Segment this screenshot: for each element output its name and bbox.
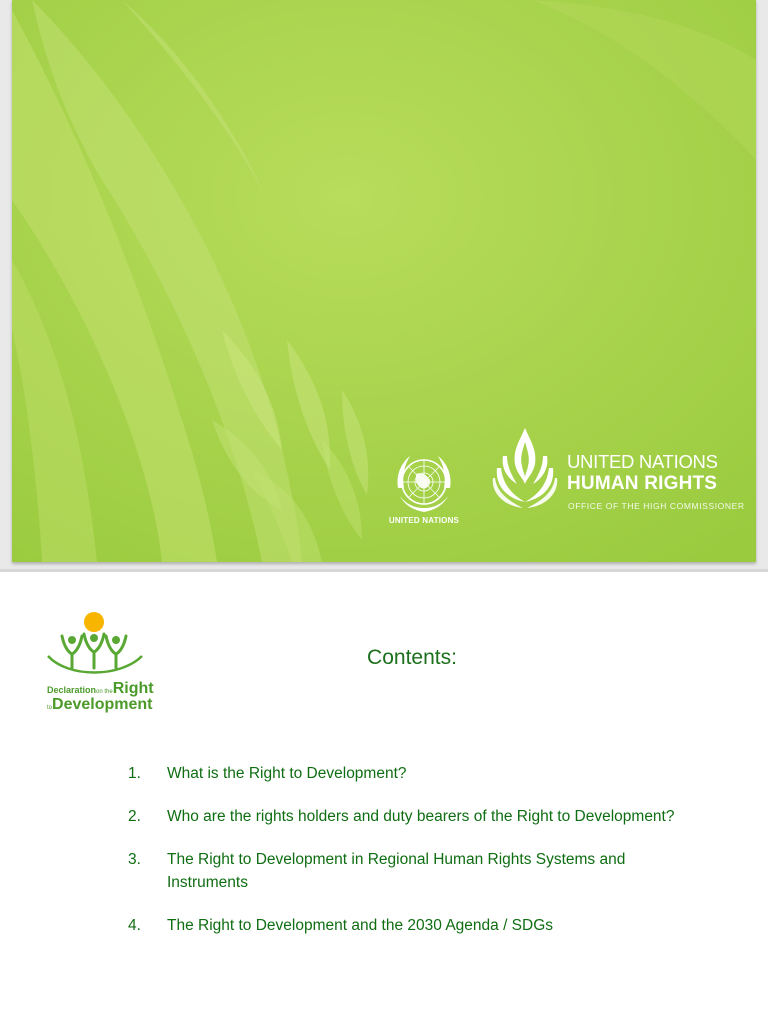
contents-slide: [0, 572, 768, 1024]
contents-item-3: [128, 848, 688, 894]
ohchr-flame-emblem-icon: [489, 428, 561, 514]
contents-item-2: [128, 805, 688, 828]
contents-item-number: 2.: [128, 808, 141, 825]
logo-word-to: to: [47, 705, 53, 711]
un-emblem-icon: [388, 448, 460, 520]
contents-item-text: What is the Right to Development?: [167, 765, 407, 782]
contents-item-number: 4.: [128, 917, 141, 934]
logo-word-right: Right: [112, 680, 154, 697]
logo-word-development: Development: [52, 696, 153, 713]
contents-item-number: 3.: [128, 851, 141, 868]
contents-title: Contents:: [367, 646, 457, 669]
ohchr-subtitle: OFFICE OF THE HIGH COMMISSIONER: [568, 501, 745, 511]
contents-item-text: The Right to Development and the 2030 Agenda / SDGs: [167, 917, 554, 934]
logo-word-declaration: Declaration: [47, 685, 97, 695]
ohchr-org-name: UNITED NATIONS: [567, 451, 718, 472]
cover-slide-background: [12, 0, 756, 562]
contents-item-text: The Right to Development in Regional Human Rights Systems and Instruments: [167, 851, 626, 891]
logo-text-development: [47, 696, 152, 714]
un-emblem-caption: UNITED NATIONS: [388, 516, 460, 525]
contents-list: [128, 762, 688, 957]
contents-item-1: [128, 762, 688, 785]
contents-item-4: [128, 914, 688, 937]
contents-item-number: 1.: [128, 765, 141, 782]
contents-item-text: Who are the rights holders and duty bearers of the Right to Development?: [167, 808, 675, 825]
logo-word-on-the: on the: [96, 689, 113, 695]
ohchr-title: HUMAN RIGHTS: [567, 473, 718, 494]
